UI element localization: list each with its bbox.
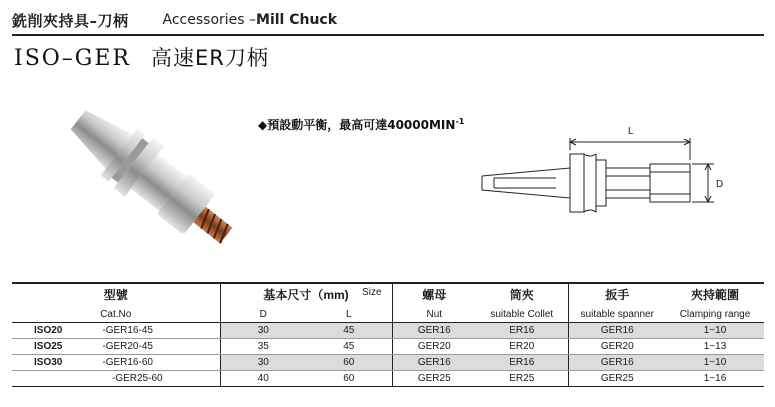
table-row: -GER25-60 40 60 GER25 ER25 GER25 1~16	[12, 371, 764, 387]
table-row: ISO20 -GER16-45 30 45 GER16 ER16 GER16 1~10	[12, 323, 764, 339]
page-title	[14, 42, 269, 72]
header-l: L	[306, 304, 392, 323]
section-header	[12, 8, 764, 32]
feature-note: ◆預設動平衡，最高可達$40000MIN^{-1}$	[258, 117, 465, 132]
header-spanner-cn: 扳手	[568, 283, 666, 304]
dimension-label-d: D	[716, 179, 724, 190]
header-clamp-cn: 夾持範圍	[666, 283, 764, 304]
header-model-cn: 型號	[12, 283, 220, 304]
section-title-cn: 銑削夾持具–刀柄	[12, 11, 129, 30]
model-title-cn: 高速ER刀柄	[151, 46, 269, 70]
model-title: ISO–GER	[14, 46, 131, 71]
section-title-en: Accessories –Mill Chuck	[162, 12, 338, 28]
header-collet-en: suitable Collet	[476, 304, 568, 323]
dimension-label-l: L	[628, 126, 634, 137]
table-row: ISO25 -GER20-45 35 45 GER20 ER20 GER20 1~13	[12, 339, 764, 355]
header-nut-cn: 螺母	[392, 283, 476, 304]
header-basic-size: 基本尺寸（mm) Size	[220, 283, 392, 304]
tool-holder-photo	[38, 98, 248, 258]
header-d: D	[220, 304, 306, 323]
header-collet-cn: 筒夾	[476, 283, 568, 304]
header-clamp-en: Clamping range	[666, 304, 764, 323]
table-row: ISO30 -GER16-60 30 60 GER16 ER16 GER16 1~10	[12, 355, 764, 371]
header-spanner-en: suitable spanner	[568, 304, 666, 323]
header-divider	[12, 34, 764, 36]
dimension-diagram	[470, 118, 735, 248]
spec-table	[12, 282, 764, 387]
header-nut-en: Nut	[392, 304, 476, 323]
header-model-en: Cat.No	[12, 304, 220, 323]
